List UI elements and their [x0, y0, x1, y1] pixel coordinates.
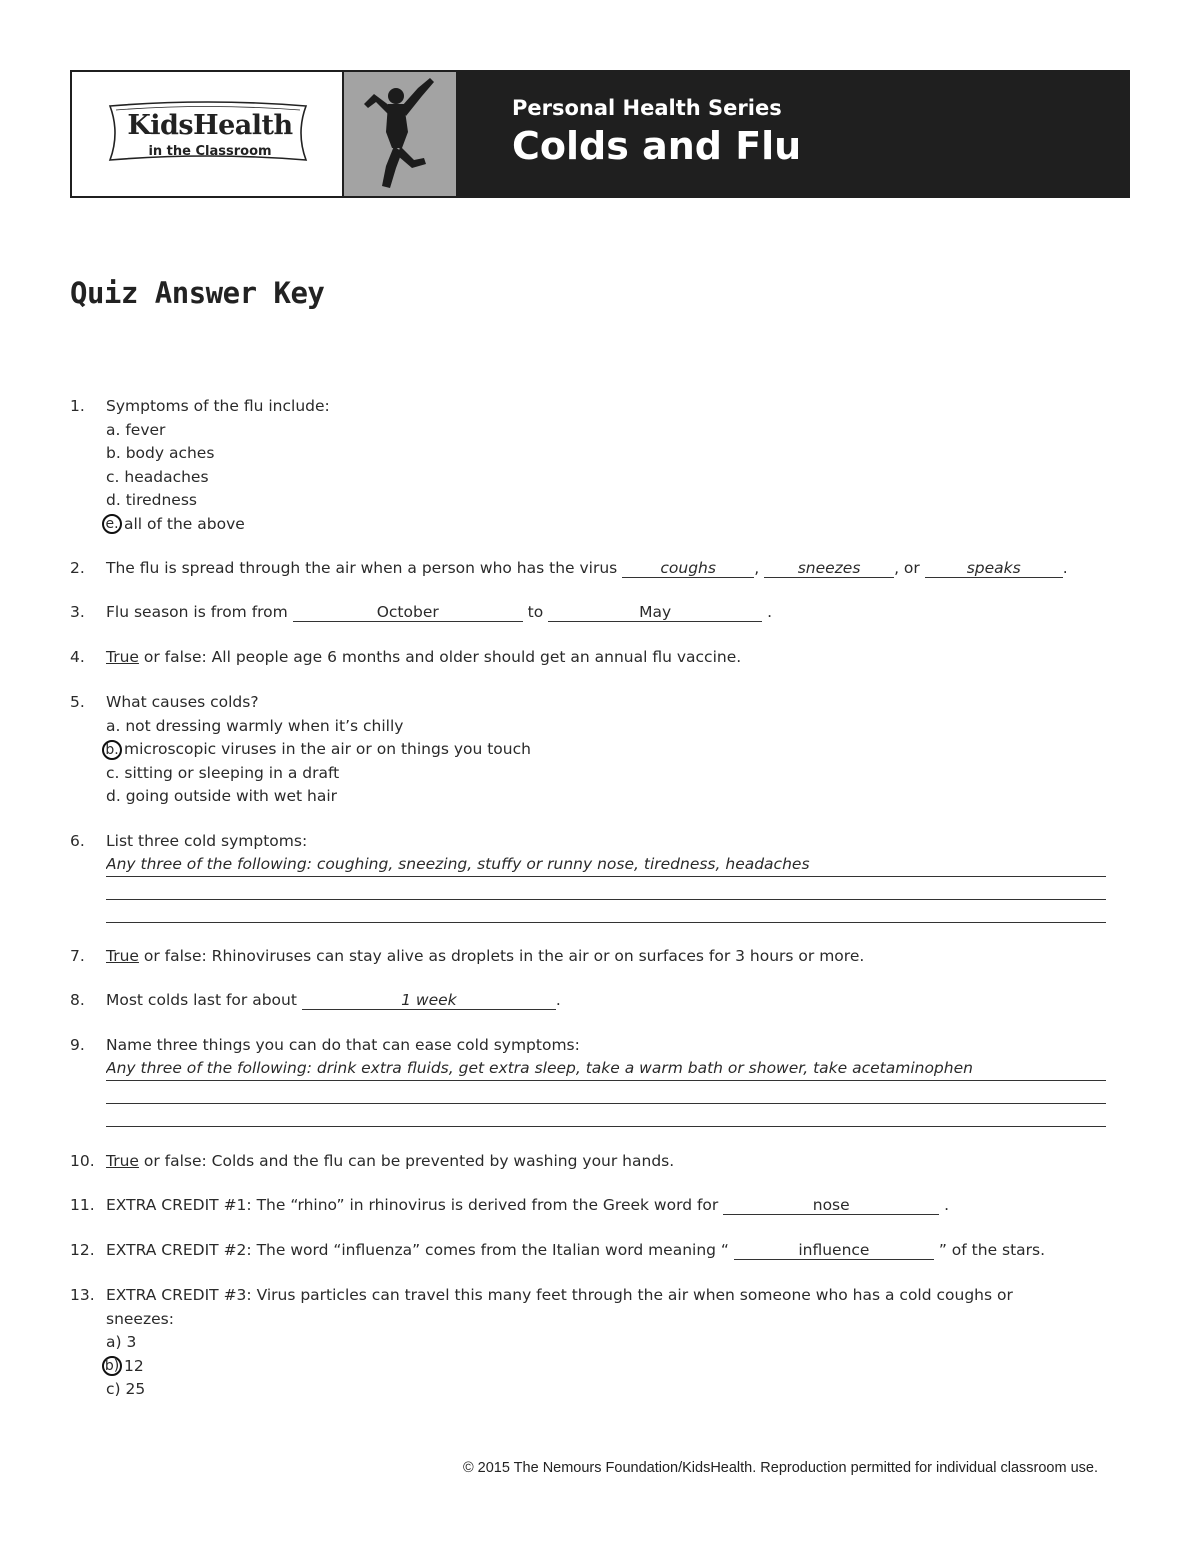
- answer-blank: coughs: [622, 559, 754, 578]
- option-answer: [106, 738, 1106, 762]
- end-punct: .: [555, 991, 561, 1009]
- end-punct: .: [1062, 559, 1068, 577]
- connector: to: [527, 603, 544, 621]
- blank-line: [106, 900, 1106, 923]
- option: c. headaches: [106, 467, 209, 486]
- option: c) 25: [106, 1380, 146, 1398]
- question-text-cont: sneezes:: [106, 1309, 174, 1328]
- page-heading: Quiz Answer Key: [70, 276, 325, 310]
- option: a. not dressing warmly when it’s chilly: [106, 716, 404, 735]
- answer-blank: 1 week: [302, 991, 556, 1010]
- answer-line: Any three of the following: coughing, sneezing, stuffy or runny nose, tiredness, headaches: [106, 854, 1106, 877]
- question-number: 3.: [70, 603, 85, 621]
- question-number: 6.: [70, 832, 85, 850]
- blank-line: [106, 1081, 1106, 1104]
- answer-blank: sneezes: [764, 559, 894, 578]
- question-text: Most colds last for about: [106, 991, 297, 1009]
- end-text: ” of the stars.: [938, 1241, 1046, 1259]
- option: d. tiredness: [106, 491, 197, 509]
- blank-line: [106, 877, 1106, 900]
- answer-blank: nose: [723, 1196, 939, 1215]
- logo-sub-text: in the Classroom: [148, 144, 272, 159]
- question-number: 10.: [70, 1152, 95, 1170]
- logo-main-text: KidsHealth: [127, 110, 293, 141]
- header-banner: [70, 70, 1130, 198]
- end-punct: .: [944, 1196, 950, 1214]
- separator: ,: [754, 559, 760, 577]
- series-label: Personal Health Series: [512, 96, 782, 120]
- option-answer: [106, 513, 1106, 537]
- answer-blank: May: [548, 603, 762, 622]
- question-text: EXTRA CREDIT #3: Virus particles can travel this many feet through the air when someone who has a cold coughs or: [106, 1286, 1013, 1304]
- question-number: 4.: [70, 648, 85, 666]
- end-punct: .: [767, 603, 773, 621]
- true-false-answer: True: [106, 947, 139, 965]
- question-text: Symptoms of the flu include:: [106, 397, 330, 415]
- document-title: Colds and Flu: [512, 124, 802, 168]
- option: c. sitting or sleeping in a draft: [106, 763, 340, 782]
- option: a. fever: [106, 420, 166, 439]
- question-number: 7.: [70, 947, 85, 965]
- question-number: 2.: [70, 559, 85, 577]
- question-text: Name three things you can do that can ease cold symptoms:: [106, 1036, 580, 1054]
- question-text: or false: Rhinoviruses can stay alive as droplets in the air or on surfaces for 3 hours or more.: [143, 947, 865, 965]
- question-number: 9.: [70, 1036, 85, 1054]
- option: a) 3: [106, 1333, 137, 1351]
- answer-blank: influence: [734, 1241, 934, 1260]
- true-false-answer: True: [106, 648, 139, 666]
- question-text: EXTRA CREDIT #1: The “rhino” in rhinovirus is derived from the Greek word for: [106, 1196, 719, 1214]
- option: d. going outside with wet hair: [106, 787, 338, 805]
- answer-text: all of the above: [124, 514, 245, 533]
- logo: [72, 72, 344, 196]
- question-number: 5.: [70, 693, 85, 711]
- blank-line: [106, 1104, 1106, 1127]
- true-false-answer: True: [106, 1152, 139, 1170]
- jumping-figure-icon: [352, 74, 448, 194]
- footer-copyright: © 2015 The Nemours Foundation/KidsHealth. Reproduction permitted for individual classroom use.: [462, 1460, 1098, 1476]
- option: b. body aches: [106, 444, 215, 462]
- separator: , or: [894, 559, 920, 577]
- answer-blank: October: [293, 603, 523, 622]
- answer-blank: speaks: [925, 559, 1063, 578]
- question-text: or false: Colds and the flu can be prevented by washing your hands.: [143, 1152, 675, 1170]
- question-text: EXTRA CREDIT #2: The word “influenza” comes from the Italian word meaning “: [106, 1241, 729, 1259]
- question-number: 1.: [70, 397, 85, 415]
- question-number: 8.: [70, 991, 85, 1009]
- question-text: or false: All people age 6 months and older should get an annual flu vaccine.: [143, 648, 742, 666]
- answer-circle: b): [102, 1356, 122, 1376]
- question-text: The flu is spread through the air when a person who has the virus: [106, 559, 618, 577]
- answer-text: 12: [124, 1356, 144, 1375]
- question-text: Flu season is from from: [106, 603, 288, 621]
- answer-line: Any three of the following: drink extra fluids, get extra sleep, take a warm bath or shower, take acetaminophen: [106, 1058, 1106, 1081]
- answer-circle: e.: [102, 514, 122, 534]
- answer-circle: b.: [102, 740, 122, 760]
- question-text: What causes colds?: [106, 693, 259, 711]
- figure-panel: [344, 72, 458, 196]
- question-number: 13.: [70, 1286, 95, 1304]
- question-text: List three cold symptoms:: [106, 832, 308, 850]
- question-number: 11.: [70, 1196, 95, 1214]
- answer-text: microscopic viruses in the air or on things you touch: [124, 740, 531, 758]
- question-number: 12.: [70, 1241, 95, 1259]
- option-answer: [106, 1355, 1106, 1379]
